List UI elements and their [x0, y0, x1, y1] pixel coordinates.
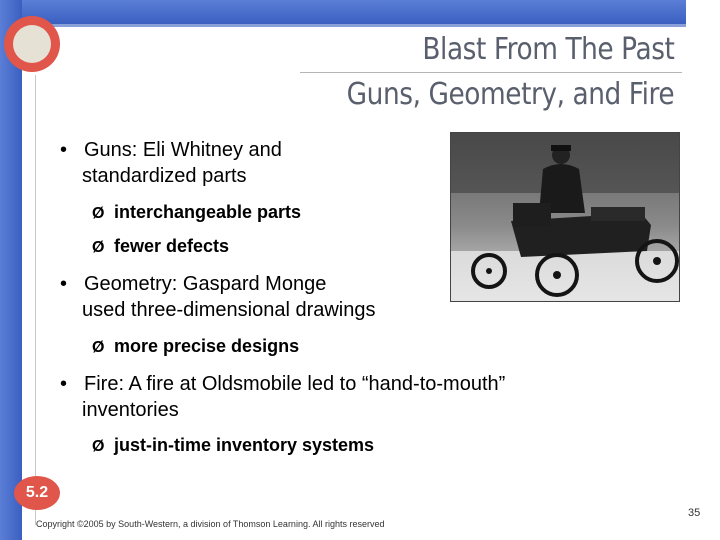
subitem-text: just-in-time inventory systems: [114, 435, 375, 455]
bullet-text-line-2: used three-dimensional drawings: [82, 299, 376, 321]
slide-title-line-1: Blast From The Past: [421, 32, 674, 67]
arrow-bullet-icon: Ø: [92, 239, 105, 256]
bullet-text-line-1: Guns: Eli Whitney and: [84, 139, 282, 161]
bullet-marker-icon: •: [60, 273, 68, 295]
subitem: [92, 235, 229, 259]
arrow-bullet-icon: Ø: [92, 339, 105, 356]
top-decoration-bar: [0, 0, 686, 24]
bullet-text-line-2: standardized parts: [82, 165, 247, 187]
top-bar-shadow: [0, 24, 686, 27]
bullet-text-line-1: Fire: A fire at Oldsmobile led to “hand-to-mouth”: [84, 373, 506, 395]
title-divider: [300, 72, 682, 73]
bullet-text-line-1: Geometry: Gaspard Monge: [84, 273, 327, 295]
subitem: [92, 201, 301, 225]
slide-number: 35: [688, 507, 701, 519]
subitem-text: fewer defects: [114, 236, 230, 256]
bullet-guns: [60, 137, 282, 189]
arrow-bullet-icon: Ø: [92, 205, 105, 222]
bullet-geometry: [60, 271, 376, 323]
slide-title-line-2: Guns, Geometry, and Fire: [346, 77, 674, 112]
vertical-guide-line: [35, 75, 36, 525]
subitem-text: more precise designs: [114, 336, 300, 356]
bullet-marker-icon: •: [60, 139, 68, 161]
bullet-fire: [60, 371, 505, 423]
bullet-text-line-2: inventories: [82, 399, 179, 421]
bullet-marker-icon: •: [60, 373, 68, 395]
left-decoration-bar: [0, 0, 22, 540]
car-photo-illustration: [451, 133, 679, 301]
arrow-bullet-icon: Ø: [92, 438, 105, 455]
subitem: [92, 434, 374, 458]
corner-circle-inner: [13, 25, 51, 63]
section-badge: 5.2: [14, 476, 60, 510]
subitem-text: interchangeable parts: [114, 202, 302, 222]
subitem: [92, 335, 299, 359]
historic-car-photo: [450, 132, 680, 302]
copyright-footer: Copyright ©2005 by South-Western, a division of Thomson Learning. All rights reserved: [36, 519, 385, 529]
